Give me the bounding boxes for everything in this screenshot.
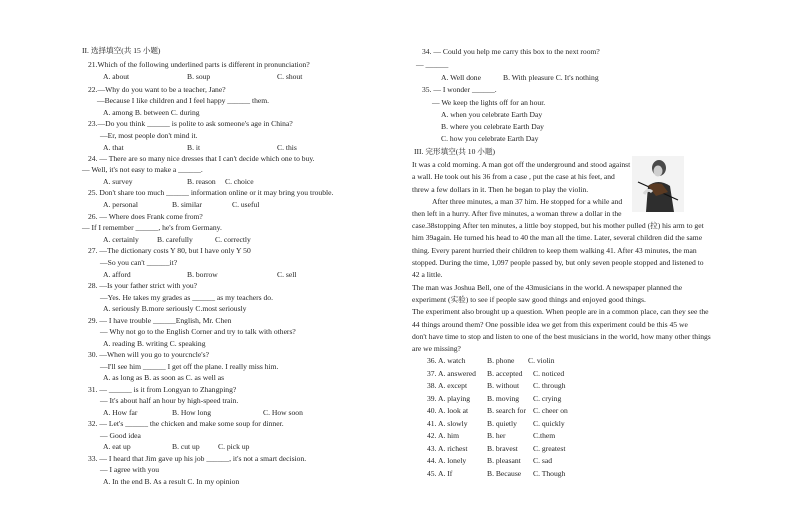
option-row-40-a: 40. A. look at xyxy=(427,406,469,415)
question-30-options: A. as long as B. as soon as C. as well as xyxy=(103,373,225,382)
question-26-stem: 26. — Where does Frank come from? xyxy=(88,212,203,221)
option-row-44-a: 44. A. lonely xyxy=(427,456,467,465)
question-24-option-a: A. survey xyxy=(103,177,133,186)
section-title-multiple-choice: II. 选择填空(共 15 小题) xyxy=(82,46,161,55)
section-title-cloze: III. 完形填空(共 10 小题) xyxy=(414,147,495,156)
option-row-36-b: B. phone xyxy=(487,356,515,365)
question-21-option-c: C. shout xyxy=(277,72,303,81)
option-row-43-c: C. greatest xyxy=(533,444,566,453)
passage-line: are we missing? xyxy=(412,344,461,353)
question-29-line2: — Why not go to the English Corner and try to talk with others? xyxy=(100,327,296,336)
question-23-option-c: C. this xyxy=(277,143,297,152)
question-23-option-a: A. that xyxy=(103,143,124,152)
question-32-option-a: A. eat up xyxy=(103,442,131,451)
option-row-37-c: C. noticed xyxy=(533,369,565,378)
option-row-45-c: C. Though xyxy=(533,469,566,478)
question-25-option-b: B. similar xyxy=(172,200,202,209)
question-27-line2: —So you can't ______it? xyxy=(100,258,178,267)
option-row-39-c: C. crying xyxy=(533,394,562,403)
question-28-line2: —Yes. He takes my grades as ______ as my teachers do. xyxy=(100,293,274,302)
option-row-38-a: 38. A. except xyxy=(427,381,468,390)
question-33-line2: — I agree with you xyxy=(100,465,160,474)
passage-line: 44 things around them? One possible idea we get from this experiment could be this 45 we xyxy=(412,320,688,329)
question-28-options: A. seriously B.more seriously C.most seriously xyxy=(103,304,247,313)
option-row-38-b: B. without xyxy=(487,381,520,390)
passage-line: experiment (实验) to see if people saw good things and enjoyed good things. xyxy=(412,295,646,304)
option-row-45-b: B. Because xyxy=(487,469,522,478)
option-row-37-b: B. accepted xyxy=(487,369,523,378)
violinist-photo xyxy=(632,156,684,212)
option-row-42-c: C.them xyxy=(533,431,556,440)
question-35-line2: — We keep the lights off for an hour. xyxy=(432,98,546,107)
option-row-39-a: 39. A. playing xyxy=(427,394,471,403)
question-27-stem: 27. —The dictionary costs Y 80, but I have only Y 50 xyxy=(88,246,251,255)
question-34-option-bc: B. With pleasure C. It's nothing xyxy=(503,73,599,82)
question-32-line2: — Good idea xyxy=(100,431,141,440)
question-31-option-b: B. How long xyxy=(172,408,212,417)
question-21-stem: 21.Which of the following underlined parts is different in pronunciation? xyxy=(88,60,310,69)
question-29-options: A. reading B. writing C. speaking xyxy=(103,339,206,348)
question-26-option-a: A. certainly xyxy=(103,235,139,244)
option-row-44-b: B. pleasant xyxy=(487,456,521,465)
question-23-stem: 23.—Do you think ______ is polite to ask someone's age in China? xyxy=(88,119,293,128)
question-31-line2: — It's about half an hour by high-speed train. xyxy=(100,396,239,405)
question-21-option-b: B. soup xyxy=(187,72,211,81)
question-22-stem: 22.—Why do you want to be a teacher, Jane? xyxy=(88,85,226,94)
question-27-option-b: B. borrow xyxy=(187,270,218,279)
passage-line: don't have time to stop and listen to one of the best musicians in the world, how many other things xyxy=(412,332,711,341)
question-30-stem: 30. —When will you go to yourcncle's? xyxy=(88,350,209,359)
question-35-option-b: B. where you celebrate Earth Day xyxy=(441,122,544,131)
option-row-36-a: 36. A. watch xyxy=(427,356,466,365)
question-25-option-c: C. useful xyxy=(232,200,260,209)
option-row-40-c: C. cheer on xyxy=(533,406,568,415)
question-29-stem: 29. — I have trouble ______English, Mr. Chen xyxy=(88,316,232,325)
passage-line: then left in a hurry. After five minutes, a woman threw a dollar in the xyxy=(412,209,622,218)
question-22-options: A. among B. between C. during xyxy=(103,108,200,117)
passage-line: case.38stopping After ten minutes, a little boy stopped, but his mother pulled (拉) his arm to get xyxy=(412,221,704,230)
passage-line: It was a cold morning. A man got off the underground and stood against xyxy=(412,160,631,169)
option-row-44-c: C. sad xyxy=(533,456,552,465)
option-row-43-b: B. bravest xyxy=(487,444,518,453)
passage-line: a wall. He took out his 36 from a case , put the case at his feet, and xyxy=(412,172,615,181)
question-24-line2: — Well, it's not easy to make a ______. xyxy=(82,165,203,174)
question-26-line2: — If I remember ______, he's from Germany. xyxy=(82,223,222,232)
question-34-line2: — ______ xyxy=(416,60,449,69)
option-row-41-b: B. quietly xyxy=(487,419,517,428)
option-row-37-a: 37. A. answered xyxy=(427,369,476,378)
question-25-option-a: A. personal xyxy=(103,200,139,209)
question-34-option-a: A. Well done xyxy=(441,73,481,82)
passage-line: threw a few dollars in it. Then he began to play the violin. xyxy=(412,185,589,194)
question-24-option-c: C. choice xyxy=(225,177,254,186)
question-35-option-c: C. how you celebrate Earth Day xyxy=(441,134,539,143)
question-31-option-a: A. How far xyxy=(103,408,138,417)
question-31-stem: 31. — ______ is it from Longyan to Zhangping? xyxy=(88,385,237,394)
option-row-41-c: C. quickly xyxy=(533,419,565,428)
option-row-39-b: B. moving xyxy=(487,394,520,403)
question-27-option-a: A. afford xyxy=(103,270,131,279)
question-24-option-b: B. reason xyxy=(187,177,216,186)
question-25-stem: 25. Don't share too much ______ information online or it may bring you trouble. xyxy=(88,188,334,197)
question-32-stem: 32. — Let's ______ the chicken and make some soup for dinner. xyxy=(88,419,284,428)
option-row-42-a: 42. A. him xyxy=(427,431,460,440)
question-35-option-a: A. when you celebrate Earth Day xyxy=(441,110,543,119)
question-24-stem: 24. — There are so many nice dresses that I can't decide which one to buy. xyxy=(88,154,315,163)
question-33-options: A. In the end B. As a result C. In my opinion xyxy=(103,477,240,486)
passage-line: stopped. During the time, 1,097 people passed by, but only seven people stopped and listened to xyxy=(412,258,704,267)
question-30-line2: —I'll see him ______ I get off the plane. I really miss him. xyxy=(100,362,279,371)
option-row-45-a: 45. A. If xyxy=(427,469,453,478)
option-row-42-b: B. her xyxy=(487,431,506,440)
question-26-option-b: B. carefully xyxy=(157,235,193,244)
question-32-option-b: B. cut up xyxy=(172,442,200,451)
question-22-line2: —Because I like children and I feel happy ______ them. xyxy=(97,96,270,105)
option-row-40-b: B. search for xyxy=(487,406,527,415)
question-32-option-c: C. pick up xyxy=(218,442,250,451)
question-34-stem: 34. — Could you help me carry this box to the next room? xyxy=(422,47,600,56)
question-27-option-c: C. sell xyxy=(277,270,297,279)
question-21-option-a: A. about xyxy=(103,72,130,81)
question-23-option-b: B. it xyxy=(187,143,201,152)
passage-line: thing. Every parent hurried their children to keep them walking 41. After 43 minutes, the man xyxy=(412,246,697,255)
option-row-43-a: 43. A. richest xyxy=(427,444,468,453)
question-26-option-c: C. correctly xyxy=(215,235,251,244)
question-23-line2: —Er, most people don't mind it. xyxy=(100,131,198,140)
option-row-41-a: 41. A. slowly xyxy=(427,419,468,428)
option-row-36-c: C. violin xyxy=(528,356,555,365)
passage-line: The man was Joshua Bell, one of the 43musicians in the world. A newspaper planned the xyxy=(412,283,683,292)
question-35-stem: 35. — I wonder ______. xyxy=(422,85,497,94)
question-28-stem: 28. —Is your father strict with you? xyxy=(88,281,198,290)
passage-line: him 39again. He turned his head to 40 the man all the time. Later, several children did the same xyxy=(412,233,703,242)
question-33-stem: 33. — I heard that Jim gave up his job ______, it's not a smart decision. xyxy=(88,454,307,463)
passage-line: 42 a little. xyxy=(412,270,443,279)
option-row-38-c: C. through xyxy=(533,381,566,390)
passage-line: After three minutes, a man 37 him. He stopped for a while and xyxy=(432,197,623,206)
passage-line: The experiment also brought up a question. When people are in a common place, can they see the xyxy=(412,307,709,316)
question-31-option-c: C. How soon xyxy=(263,408,303,417)
